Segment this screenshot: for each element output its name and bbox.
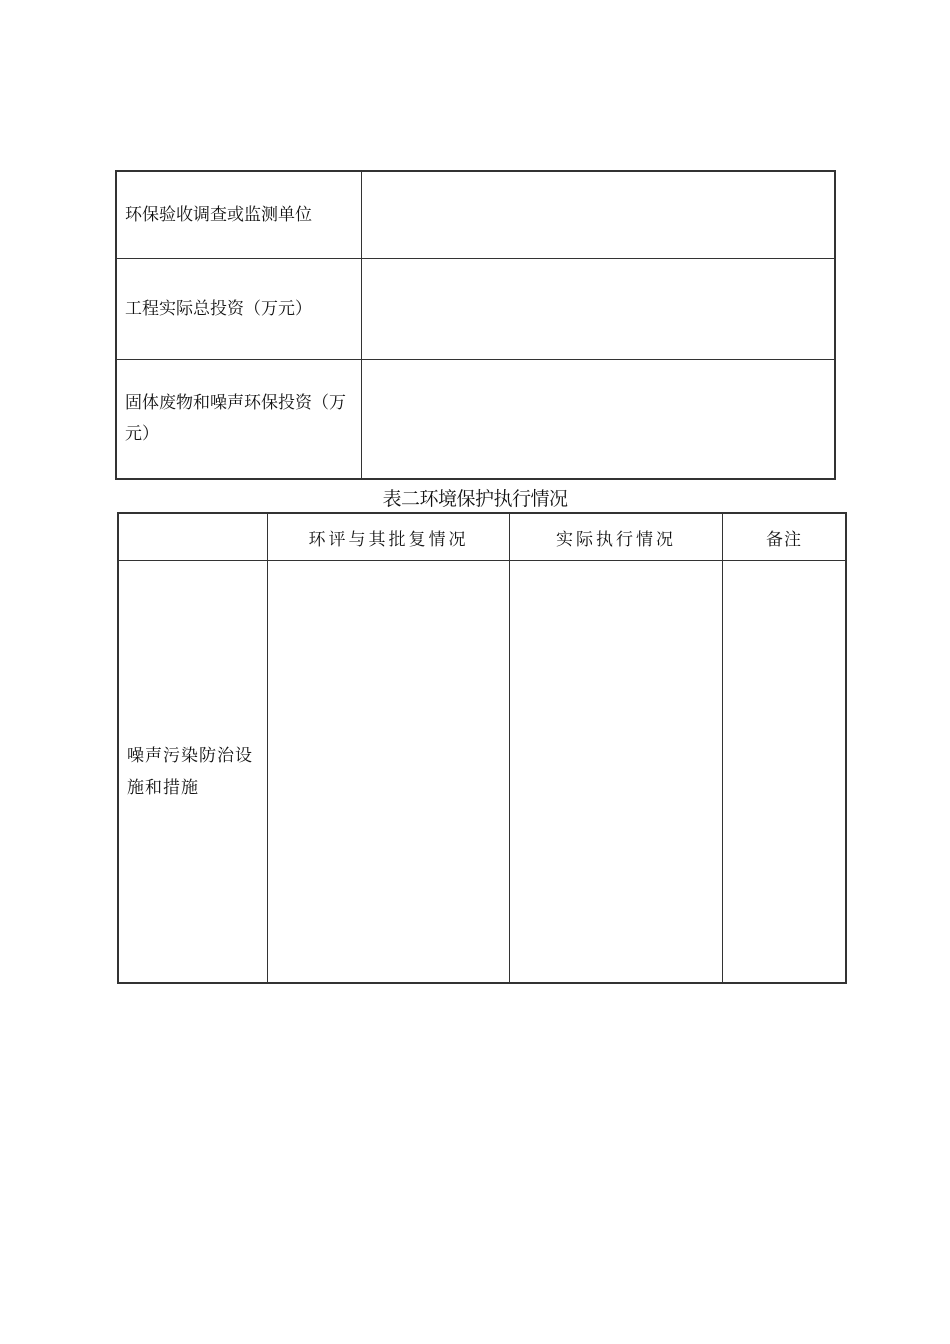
table2-caption: 表二环境保护执行情况 [382, 488, 568, 510]
row-value-monitoring-unit[interactable] [362, 171, 836, 259]
env-protection-table [117, 512, 847, 984]
header-row [118, 513, 846, 561]
header-empty-cell [118, 513, 268, 561]
header-eia-approval: 环评与其批复情况 [268, 513, 510, 561]
table-row [118, 561, 846, 984]
row-label-monitoring-unit: 环保验收调查或监测单位 [116, 171, 362, 259]
cell-remarks[interactable] [723, 561, 847, 984]
table-row [116, 171, 835, 259]
row-value-total-investment[interactable] [362, 259, 836, 360]
row-label-env-investment: 固体废物和噪声环保投资（万元） [116, 360, 362, 480]
table-row [116, 360, 835, 480]
cell-actual-execution[interactable] [510, 561, 723, 984]
table-row [116, 259, 835, 360]
project-info-table [115, 170, 836, 480]
cell-eia-approval[interactable] [268, 561, 510, 984]
header-actual-execution: 实际执行情况 [510, 513, 723, 561]
row-label-total-investment: 工程实际总投资（万元） [116, 259, 362, 360]
row-label-noise-measures: 噪声污染防治设施和措施 [118, 561, 268, 984]
row-value-env-investment[interactable] [362, 360, 836, 480]
header-remarks: 备注 [723, 513, 847, 561]
